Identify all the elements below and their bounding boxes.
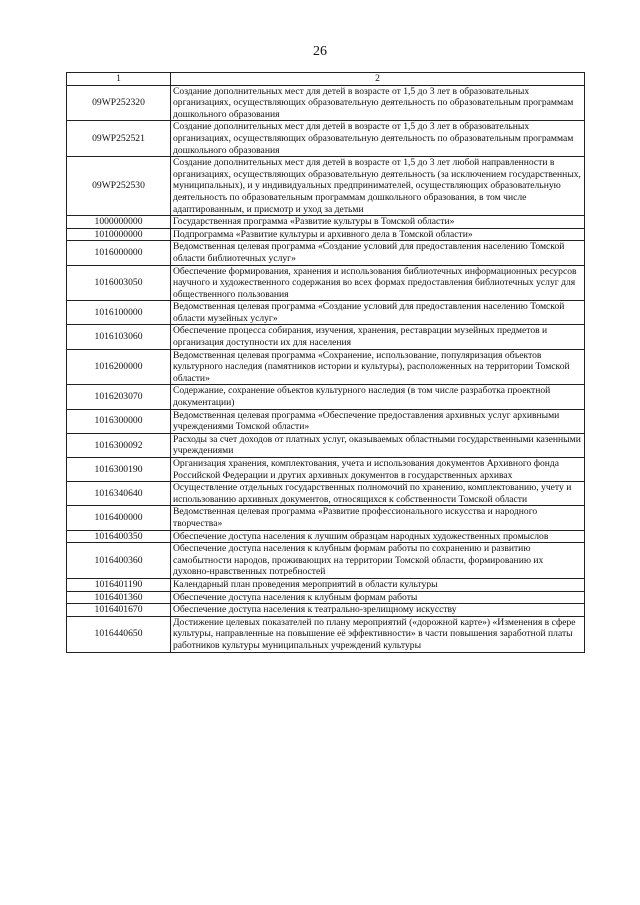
table-row — [67, 578, 585, 591]
row-code: 1016401360 — [67, 591, 171, 604]
row-description: Достижение целевых показателей по плану мероприятий («дорожной карте») «Изменения в сфере культуры, направленные на повышение её эффективности» в части повышения заработной платы работников культуры муниципальных учреждений культуры — [171, 616, 585, 652]
table-row — [67, 482, 585, 506]
table-row — [67, 591, 585, 604]
row-code: 1016100000 — [67, 301, 171, 325]
table-row — [67, 458, 585, 482]
row-description: Обеспечение доступа населения к лучшим образцам народных художественных промыслов — [171, 530, 585, 543]
row-code: 1000000000 — [67, 216, 171, 229]
table-body — [67, 85, 585, 652]
row-description: Государственная программа «Развитие культуры в Томской области» — [171, 216, 585, 229]
row-description: Обеспечение доступа населения к клубным формам работы по сохранению и развитию самобытности народов, проживающих на территории Томской области, формированию их духовно-нравственных потребностей — [171, 543, 585, 579]
row-description: Ведомственная целевая программа «Сохранение, использование, популяризация объектов культурного наследия (памятников истории и культуры), расположенных на территории Томской области» — [171, 349, 585, 385]
row-description: Расходы за счет доходов от платных услуг, оказываемых областными государственными казенными учреждениями — [171, 433, 585, 457]
row-description: Создание дополнительных мест для детей в возрасте от 1,5 до 3 лет в образовательных организациях, осуществляющих образовательную деятельность по образовательным программам дошкольного образования — [171, 85, 585, 121]
row-description: Ведомственная целевая программа «Создание условий для предоставления населению Томской области библиотечных услуг» — [171, 241, 585, 265]
table-row — [67, 543, 585, 579]
table-row — [67, 604, 585, 617]
table-row — [67, 616, 585, 652]
table-row — [67, 506, 585, 530]
row-description: Обеспечение доступа населения к клубным формам работы — [171, 591, 585, 604]
row-code: 09WP252521 — [67, 121, 171, 157]
table-row — [67, 228, 585, 241]
row-code: 1016400360 — [67, 543, 171, 579]
row-code: 1016300092 — [67, 433, 171, 457]
row-description: Ведомственная целевая программа «Развитие профессионального искусства и народного творчества» — [171, 506, 585, 530]
table-row — [67, 530, 585, 543]
row-code: 1016340640 — [67, 482, 171, 506]
row-description: Обеспечение формирования, хранения и использования библиотечных информационных ресурсов научного и художественного содержания во всех формах предоставления библиотечных услуг для общественного пользования — [171, 265, 585, 301]
row-description: Содержание, сохранение объектов культурного наследия (в том числе разработка проектной документации) — [171, 385, 585, 409]
row-code: 1016103060 — [67, 325, 171, 349]
row-code: 1016440650 — [67, 616, 171, 652]
row-description: Создание дополнительных мест для детей в возрасте от 1,5 до 3 лет любой направленности в организациях, осуществляющих образовательную деятельность (за исключением государственных, муниципальных), и у индивидуальных предпринимателей, осуществляющих образовательную деятельность по образовательным программам дошкольного образования, в том числе адаптированным, и присмотр и уход за детьми — [171, 157, 585, 216]
table-row — [67, 216, 585, 229]
row-description: Календарный план проведения мероприятий в области культуры — [171, 578, 585, 591]
table-row — [67, 301, 585, 325]
row-code: 1016401190 — [67, 578, 171, 591]
table-row — [67, 85, 585, 121]
row-code: 1016400350 — [67, 530, 171, 543]
row-code: 1016400000 — [67, 506, 171, 530]
row-code: 1010000000 — [67, 228, 171, 241]
column-header-code: 1 — [67, 73, 171, 86]
row-code: 1016300190 — [67, 458, 171, 482]
row-description: Осуществление отдельных государственных полномочий по хранению, комплектованию, учету и использованию архивных документов, относящихся к собственности Томской области — [171, 482, 585, 506]
row-description: Ведомственная целевая программа «Создание условий для предоставления населению Томской области музейных услуг» — [171, 301, 585, 325]
table-row — [67, 325, 585, 349]
table-row — [67, 385, 585, 409]
table-row — [67, 157, 585, 216]
row-code: 1016401670 — [67, 604, 171, 617]
column-header-description: 2 — [171, 73, 585, 86]
row-code: 1016200000 — [67, 349, 171, 385]
row-description: Обеспечение процесса собирания, изучения, хранения, реставрации музейных предметов и организация доступности их для населения — [171, 325, 585, 349]
table-row — [67, 241, 585, 265]
row-code: 1016300000 — [67, 409, 171, 433]
table-row — [67, 121, 585, 157]
row-code: 09WP252530 — [67, 157, 171, 216]
row-description: Ведомственная целевая программа «Обеспечение предоставления архивных услуг архивными учреждениями Томской области» — [171, 409, 585, 433]
row-code: 1016003050 — [67, 265, 171, 301]
table-row — [67, 349, 585, 385]
table-header-row — [67, 73, 585, 86]
row-description: Обеспечение доступа населения к театрально-зрелищному искусству — [171, 604, 585, 617]
page-number: 26 — [313, 44, 327, 59]
table-row — [67, 433, 585, 457]
row-code: 1016000000 — [67, 241, 171, 265]
table-row — [67, 409, 585, 433]
table-row — [67, 265, 585, 301]
budget-code-table — [66, 72, 585, 653]
row-code: 1016203070 — [67, 385, 171, 409]
row-description: Организация хранения, комплектования, учета и использования документов Архивного фонда Российской Федерации и других архивных документов в государственных архивах — [171, 458, 585, 482]
row-description: Подпрограмма «Развитие культуры и архивного дела в Томской области» — [171, 228, 585, 241]
row-code: 09WP252320 — [67, 85, 171, 121]
row-description: Создание дополнительных мест для детей в возрасте от 1,5 до 3 лет в образовательных организациях, осуществляющих образовательную деятельность по образовательным программам дошкольного образования — [171, 121, 585, 157]
